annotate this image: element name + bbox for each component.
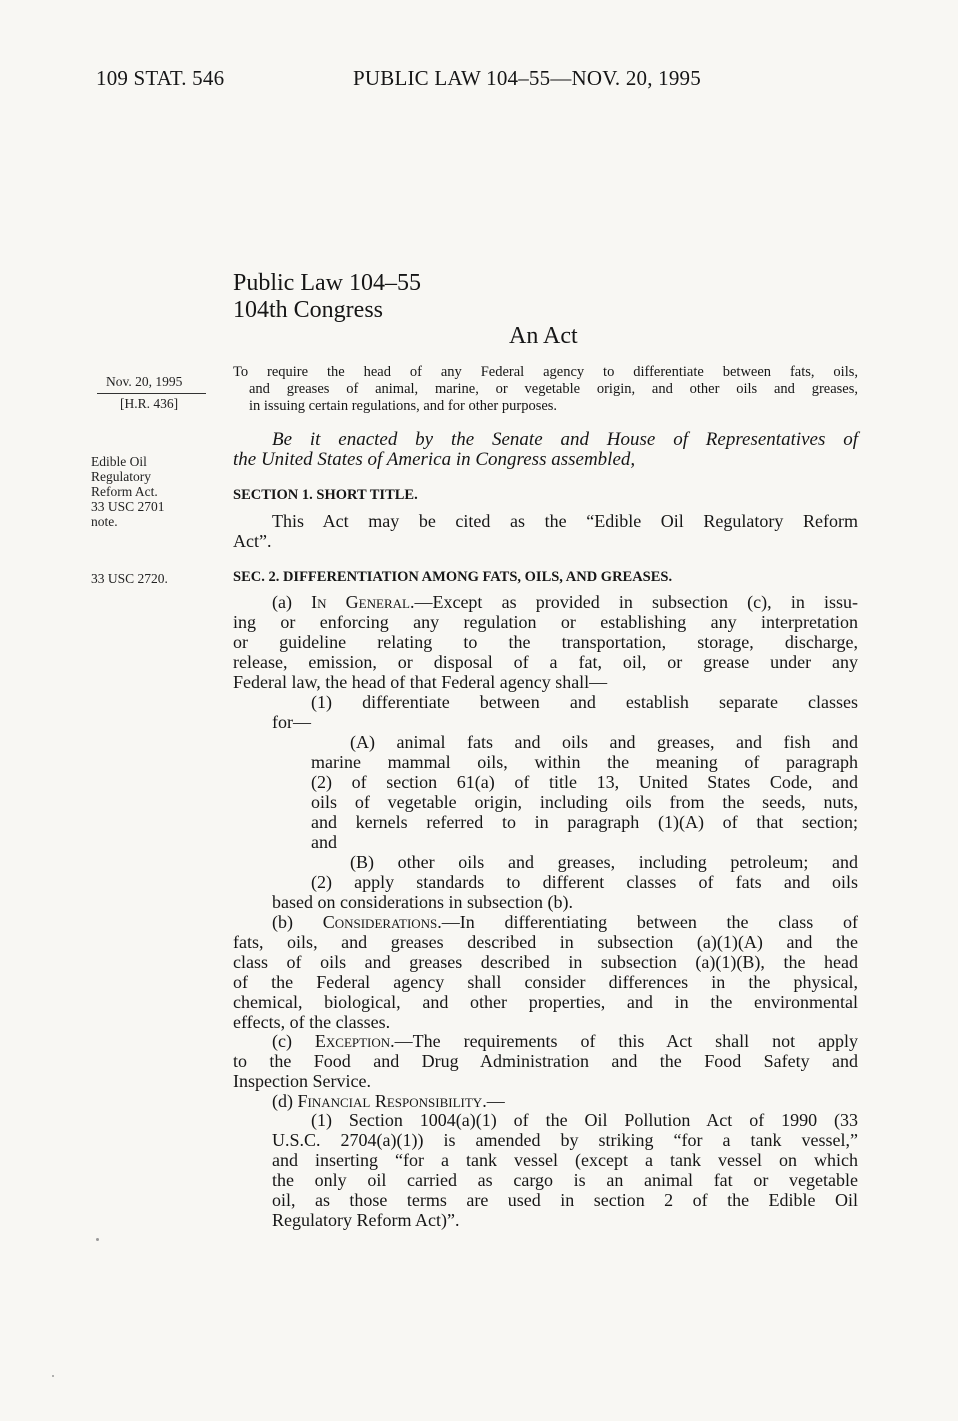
section-2-heading: SEC. 2. DIFFERENTIATION AMONG FATS, OILS, AND GREASES. (233, 569, 673, 585)
label-small-caps: In General (311, 592, 410, 612)
subsection-a (272, 592, 858, 612)
margin-line: Reform Act. (91, 484, 158, 499)
subparagraph-A: marine mammal oils, within the meaning of paragraph (311, 752, 858, 772)
margin-rule (97, 393, 206, 394)
subsection-b-line: class of oils and greases described in subsection (a)(1)(B), the head (233, 952, 858, 972)
subparagraph-A: oils of vegetable origin, including oils from the seeds, nuts, (311, 792, 858, 812)
label: (d) (272, 1091, 298, 1111)
running-head: PUBLIC LAW 104–55—NOV. 20, 1995 (353, 66, 701, 90)
label-small-caps: Considerations (322, 912, 438, 932)
subsection-b-line: fats, oils, and greases described in subsection (a)(1)(A) and the (233, 932, 858, 952)
subsection-d-p1: Regulatory Reform Act)”. (272, 1210, 460, 1230)
congress: 104th Congress (233, 297, 383, 323)
purpose-line: and greases of animal, marine, or vegetable origin, and other oils and greases, (249, 381, 858, 397)
enacting-clause: Be it enacted by the Senate and House of Representatives of (272, 429, 858, 450)
subsection-b-line: chemical, biological, and other properties, and in the environmental (233, 992, 858, 1012)
label-small-caps: Exception (314, 1031, 391, 1051)
text: .—Except as provided in subsection (c), in issu- (409, 592, 858, 612)
enacting-clause: the United States of America in Congress assembled, (233, 449, 636, 470)
subsection-a-line: release, emission, or disposal of a fat, oil, or grease under any (233, 652, 858, 672)
scan-speck (96, 1238, 99, 1241)
subsection-d-p1: the only oil carried as cargo is an animal fat or vegetable (272, 1170, 858, 1190)
subsection-a-line: ing or enforcing any regulation or establishing any interpretation (233, 612, 858, 632)
subsection-b-line: effects, of the classes. (233, 1012, 391, 1032)
subsection-d-p1: oil, as those terms are used in section 2 of the Edible Oil (272, 1190, 858, 1210)
label-dash: .— (482, 1091, 505, 1111)
scan-speck (52, 1375, 54, 1377)
subsection-a-line: Federal law, the head of that Federal agency shall— (233, 672, 608, 692)
text: .—In differentiating between the class of (437, 912, 858, 932)
paragraph-2: based on considerations in subsection (b). (272, 892, 573, 912)
margin-line: 33 USC 2701 (91, 499, 165, 514)
subsection-a-line: or guideline relating to the transportation, storage, discharge, (233, 632, 858, 652)
label-small-caps: Financial Responsibility (297, 1091, 483, 1111)
label: (a) (272, 592, 312, 612)
subsection-c-line: to the Food and Drug Administration and the Food Safety and (233, 1051, 858, 1071)
paragraph-2: (2) apply standards to different classes of fats and oils (311, 872, 858, 892)
subsection-d-p1: (1) Section 1004(a)(1) of the Oil Pollution Act of 1990 (33 (311, 1110, 858, 1130)
margin-bill: [H.R. 436] (120, 396, 179, 411)
margin-line: Regulatory (91, 469, 151, 484)
purpose-line: To require the head of any Federal agency to differentiate between fats, oils, (233, 364, 858, 380)
subparagraph-A: and kernels referred to in paragraph (1)(A) of that section; (311, 812, 858, 832)
margin-line: note. (91, 514, 118, 529)
subparagraph-A: and (311, 832, 337, 852)
subsection-d-p1: U.S.C. 2704(a)(1)) is amended by striking “for a tank vessel,” (272, 1130, 858, 1150)
purpose-line: in issuing certain regulations, and for other purposes. (249, 398, 558, 414)
an-act-heading: An Act (509, 323, 578, 349)
law-number: Public Law 104–55 (233, 270, 421, 296)
margin-date: Nov. 20, 1995 (106, 374, 183, 389)
subsection-c (272, 1031, 858, 1051)
section-1-text: This Act may be cited as the “Edible Oil Regulatory Reform (272, 511, 858, 531)
text: .—The requirements of this Act shall not apply (390, 1031, 858, 1051)
label: (b) (272, 912, 323, 932)
subsection-c-line: Inspection Service. (233, 1071, 371, 1091)
section-1-heading: SECTION 1. SHORT TITLE. (233, 487, 418, 503)
subparagraph-A: (A) animal fats and oils and greases, and fish and (350, 732, 858, 752)
margin-short-title (91, 454, 165, 529)
subparagraph-A: (2) of section 61(a) of title 13, United States Code, and (311, 772, 858, 792)
label: (c) (272, 1031, 315, 1051)
section-1-text: Act”. (233, 531, 272, 551)
margin-line: Edible Oil (91, 454, 147, 469)
margin-sec2-cite: 33 USC 2720. (91, 571, 168, 586)
subsection-b (272, 912, 858, 932)
page-citation: 109 STAT. 546 (96, 66, 225, 90)
paragraph-1: for— (272, 712, 311, 732)
subsection-d (272, 1091, 505, 1111)
subparagraph-B: (B) other oils and greases, including petroleum; and (350, 852, 858, 872)
subsection-d-p1: and inserting “for a tank vessel (except a tank vessel on which (272, 1150, 858, 1170)
subsection-b-line: of the Federal agency shall consider differences in the physical, (233, 972, 858, 992)
paragraph-1: (1) differentiate between and establish separate classes (311, 692, 858, 712)
